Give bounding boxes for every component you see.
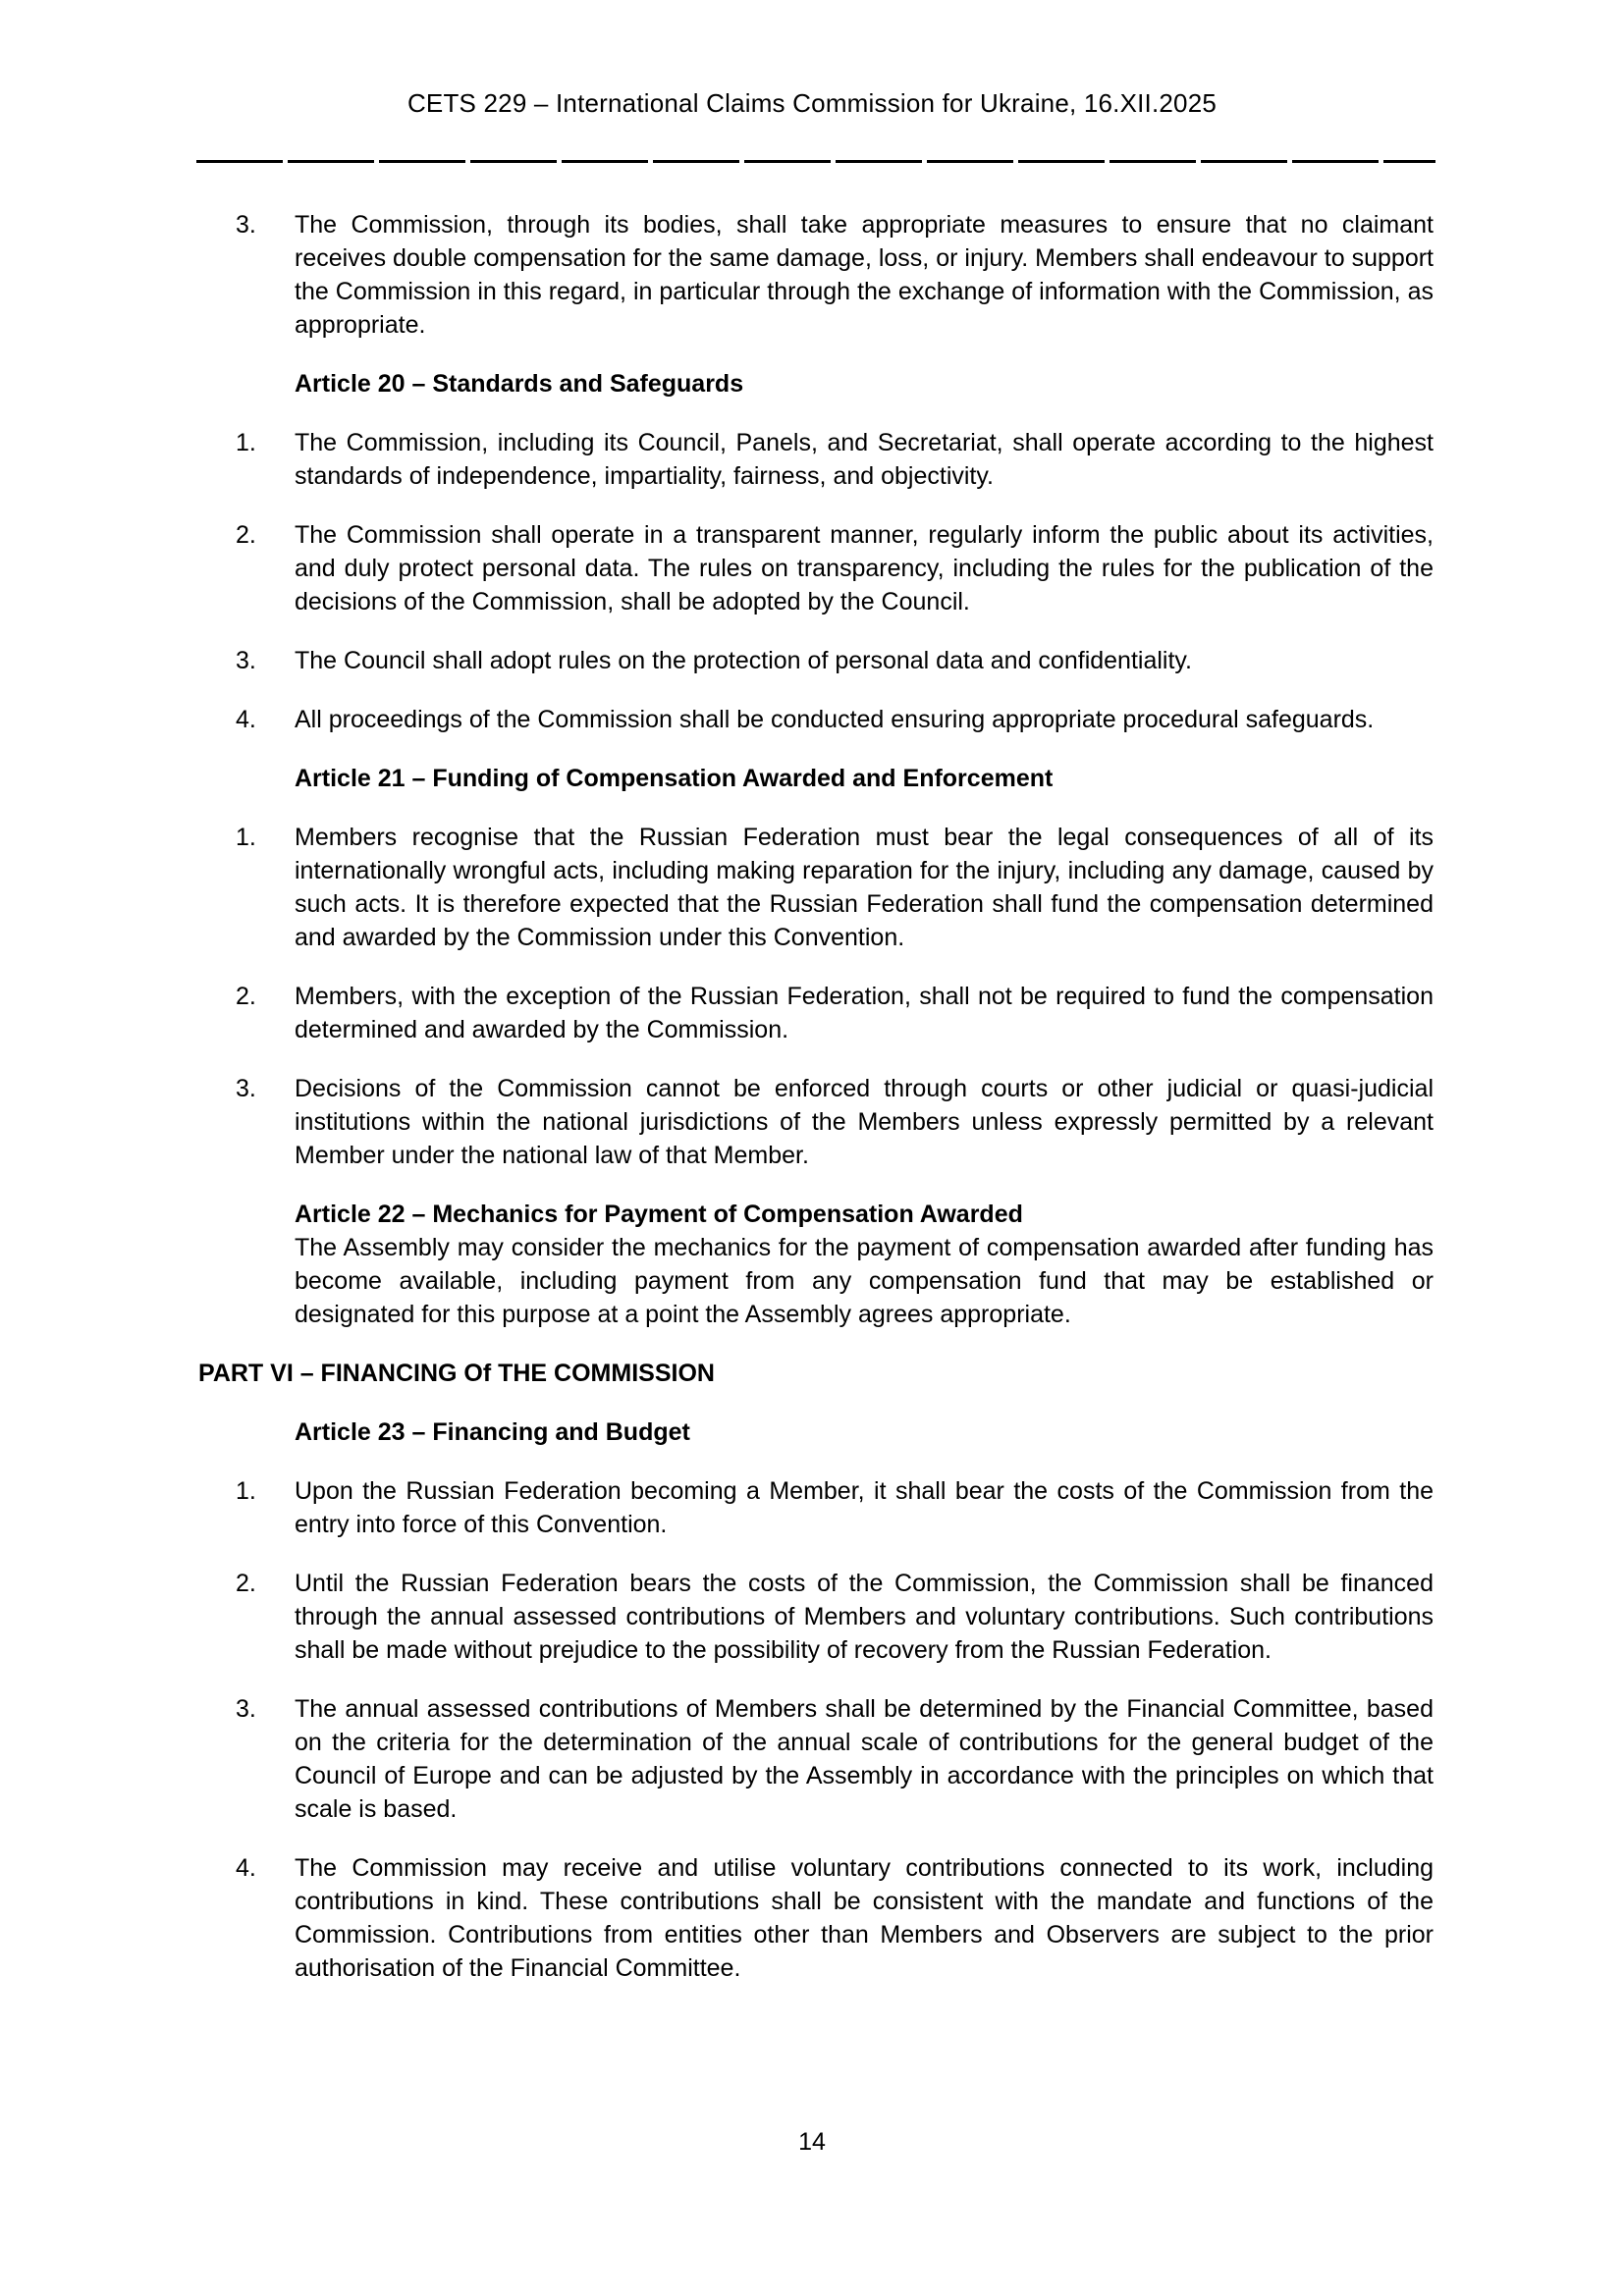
article-21-item-2: [198, 980, 1434, 1046]
article-21-heading: Article 21 – Funding of Compensation Awarded and Enforcement: [295, 765, 1054, 792]
article-22-body: The Assembly may consider the mechanics for the payment of compensation awarded after funding has become available, including payment from any compensation fund that may be established or designated for this purpose at a point the Assembly agrees appropriate.: [295, 1234, 1434, 1328]
list-number: 4.: [236, 706, 256, 733]
list-number: 3.: [236, 1075, 256, 1102]
article-21-item-1: [198, 821, 1434, 954]
list-text: All proceedings of the Commission shall be conducted ensuring appropriate procedural safeguards.: [295, 706, 1375, 733]
list-text: The Commission shall operate in a transparent manner, regularly inform the public about its activities, and duly protect personal data. The rules on transparency, including the rules for the publication of the decisions of the Commission, shall be adopted by the Council.: [295, 521, 1434, 615]
list-number: 2.: [236, 521, 256, 549]
article-21-item-3: [198, 1072, 1434, 1172]
list-text: The Council shall adopt rules on the protection of personal data and confidentiality.: [295, 647, 1193, 674]
document-body: [198, 208, 1434, 2010]
article-22-heading: Article 22 – Mechanics for Payment of Compensation Awarded: [295, 1201, 1023, 1228]
list-text: The Commission may receive and utilise voluntary contributions connected to its work, including contributions in kind. These contributions shall be consistent with the mandate and functions of the Commission. Contributions from entities other than Members and Observers are subject to the prior authorisation of the Financial Committee.: [295, 1854, 1434, 1982]
article-22-block: [295, 1198, 1434, 1331]
page-number: 14: [798, 2128, 826, 2156]
list-text: Members recognise that the Russian Federation must bear the legal consequences of all of its internationally wrongful acts, including making reparation for the injury, including any damage, caused by such acts. It is therefore expected that the Russian Federation shall fund the compensation determined and awarded by the Commission under this Convention.: [295, 824, 1434, 951]
header-rule: [196, 160, 1435, 163]
list-text: The annual assessed contributions of Members shall be determined by the Financial Committee, based on the criteria for the determination of the annual scale of contributions for the general budget of the Council of Europe and can be adjusted by the Assembly in accordance with the principles on which that scale is based.: [295, 1695, 1434, 1823]
article-23-item-3: [198, 1692, 1434, 1826]
list-number: 1.: [236, 824, 256, 851]
article-23-heading: Article 23 – Financing and Budget: [295, 1418, 690, 1446]
article-20-heading: Article 20 – Standards and Safeguards: [295, 370, 744, 398]
list-number: 1.: [236, 1477, 256, 1505]
list-number: 3.: [236, 1695, 256, 1723]
list-number: 3.: [236, 211, 256, 239]
list-text: Decisions of the Commission cannot be enforced through courts or other judicial or quasi-judicial institutions within the national jurisdictions of the Members unless expressly permitted by a relevant Member under the national law of that Member.: [295, 1075, 1434, 1169]
article-23-item-4: [198, 1851, 1434, 1985]
article-20-item-3: [198, 644, 1434, 677]
header-title: CETS 229 – International Claims Commission for Ukraine, 16.XII.2025: [406, 88, 1218, 118]
page-header: [0, 88, 1624, 119]
list-text: Upon the Russian Federation becoming a Member, it shall bear the costs of the Commission from the entry into force of this Convention.: [295, 1477, 1434, 1538]
list-text: Until the Russian Federation bears the costs of the Commission, the Commission shall be financed through the annual assessed contributions of Members and voluntary contributions. Such contributions shall be made without prejudice to the possibility of recovery from the Russian Federation.: [295, 1570, 1434, 1664]
article-20-item-4: [198, 703, 1434, 736]
article-20-item-2: [198, 518, 1434, 618]
article-19-item-3: [198, 208, 1434, 342]
list-text: Members, with the exception of the Russian Federation, shall not be required to fund the compensation determined and awarded by the Commission.: [295, 983, 1434, 1043]
list-text: The Commission, through its bodies, shall take appropriate measures to ensure that no claimant receives double compensation for the same damage, loss, or injury. Members shall endeavour to support the Commission in this regard, in particular through the exchange of information with the Commission, as appropriate.: [295, 211, 1434, 339]
list-number: 2.: [236, 1570, 256, 1597]
list-number: 4.: [236, 1854, 256, 1882]
part-6-heading: PART VI – FINANCING Of THE COMMISSION: [198, 1360, 715, 1387]
list-number: 3.: [236, 647, 256, 674]
article-23-item-1: [198, 1474, 1434, 1541]
list-text: The Commission, including its Council, Panels, and Secretariat, shall operate according to the highest standards of independence, impartiality, fairness, and objectivity.: [295, 429, 1434, 490]
article-20-item-1: [198, 426, 1434, 493]
list-number: 1.: [236, 429, 256, 456]
article-23-item-2: [198, 1567, 1434, 1667]
list-number: 2.: [236, 983, 256, 1010]
